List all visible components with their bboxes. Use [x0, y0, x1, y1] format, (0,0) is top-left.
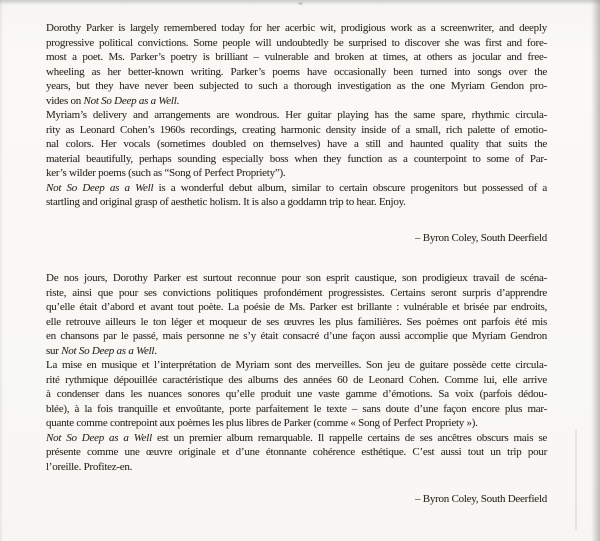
- text-line: most a poet. Ms. Parker’s poetry is brilliant – vulnerable and broken at times, at others as jocular and free-: [46, 51, 547, 63]
- text-line: présente comme une œuvre originale et d’une étonnante cohérence esthétique. C’est aussi tout un trip pour: [46, 446, 547, 458]
- text-line: l’oreille. Profitez-en.: [46, 460, 133, 473]
- text-line: en chansons par le passé, mais personne ne s’y était consacré d’une façon aussi accomplie que Myriam Gendron: [46, 330, 547, 342]
- scan-artifact-dot: [298, 2, 303, 5]
- text-line: Myriam’s delivery and arrangements are wondrous. Her guitar playing has the same spare, rhythmic circula-: [46, 109, 547, 121]
- paragraph-french-3: [46, 431, 547, 475]
- text-line: elle retrouve ailleurs le ton léger et moqueur de ses œuvres les plus familières. Ses poèmes ont parfois été mis: [46, 315, 547, 328]
- text-line: blée), à la fois tranquille et envoûtante, porte parfaitement le texte – sans doute d’une façon encore plus mar-: [46, 402, 547, 415]
- text-line: rity as Leonard Cohen’s 1960s recordings, creating harmonic density inside of a small, rich palette of emotio-: [46, 123, 547, 136]
- text-line: sur Not So Deep as a Well.: [46, 344, 157, 357]
- scan-edge-left: [0, 0, 3, 541]
- scan-artifact-streak: [575, 430, 577, 530]
- paragraph-english-2: [46, 108, 547, 181]
- text-line: Not So Deep as a Well is a wonderful debut album, similar to certain obscure progenitors but possessed of a: [46, 181, 547, 194]
- paragraph-french-1: [46, 271, 547, 358]
- liner-notes: [46, 21, 547, 507]
- french-notes: [46, 271, 547, 507]
- english-notes: [46, 21, 547, 245]
- text-line: Not So Deep as a Well est un premier album remarquable. Il rappelle certains de ses ancêtres obscurs mais se: [46, 431, 547, 444]
- text-line: rité rythmique dépouillée caractéristique des albums des années 60 de Leonard Cohen. Comme lui, elle arrive: [46, 373, 547, 386]
- text-line: La mise en musique et l’interprétation de Myriam sont des merveilles. Son jeu de guitare possède cette circula-: [46, 359, 547, 371]
- text-line: nal colors. Her vocals (sometimes doubled on themselves) have a still and haunted quality that suits the: [46, 138, 547, 150]
- text-line: quante comme contrepoint aux poèmes les plus libres de Parker (comme « Song of Perfect Propriety »).: [46, 417, 478, 429]
- text-line: startling and original grasp of aesthetic holism. It is also a goddamn trip to hear. Enjoy.: [46, 196, 406, 208]
- text-line: progressive political convictions. Some people will undoubtedly be surprised to discover she was first and fore-: [46, 36, 547, 49]
- scan-edge-right: [591, 0, 600, 541]
- credit-byron-coley-french: – Byron Coley, South Deerfield: [414, 493, 547, 505]
- text-line: à condenser dans les nuances sonores qu’elle produit une vaste gamme d’émotions. Sa voix (parfois dédou-: [46, 388, 547, 400]
- text-line: Dorothy Parker is largely remembered today for her acerbic wit, prodigious work as a screenwriter, and deeply: [46, 22, 547, 34]
- paragraph-english-3: [46, 181, 547, 210]
- text-line: qu’elle était d’abord et avant tout poète. La poésie de Ms. Parker est brillante : vulnérable et brisée par endroits,: [46, 301, 547, 313]
- paragraph-french-2: [46, 358, 547, 431]
- text-line: vides on Not So Deep as a Well.: [46, 94, 180, 107]
- paragraph-english-1: [46, 21, 547, 108]
- text-line: riste, ainsi que pour ses convictions politiques profondément progressistes. Certains seront surpris d’apprendre: [46, 286, 547, 299]
- text-line: years, but they have never been subjected to such a thorough investigation as the one Myriam Gendon pro-: [46, 80, 547, 92]
- text-line: wheeling as her better-known writing. Parker’s poems have occasionally been turned into songs over the: [46, 65, 547, 78]
- text-line: De nos jours, Dorothy Parker est surtout reconnue pour son esprit caustique, son prodigieux travail de scéna-: [46, 272, 547, 284]
- text-line: ker’s wilder poems (such as “Song of Perfect Propriety”).: [46, 167, 286, 179]
- credit-byron-coley-english: – Byron Coley, South Deerfield: [414, 231, 547, 244]
- text-line: material beautifully, perhaps sounding especially boss when they function as a counterpoint to some of Par-: [46, 152, 547, 165]
